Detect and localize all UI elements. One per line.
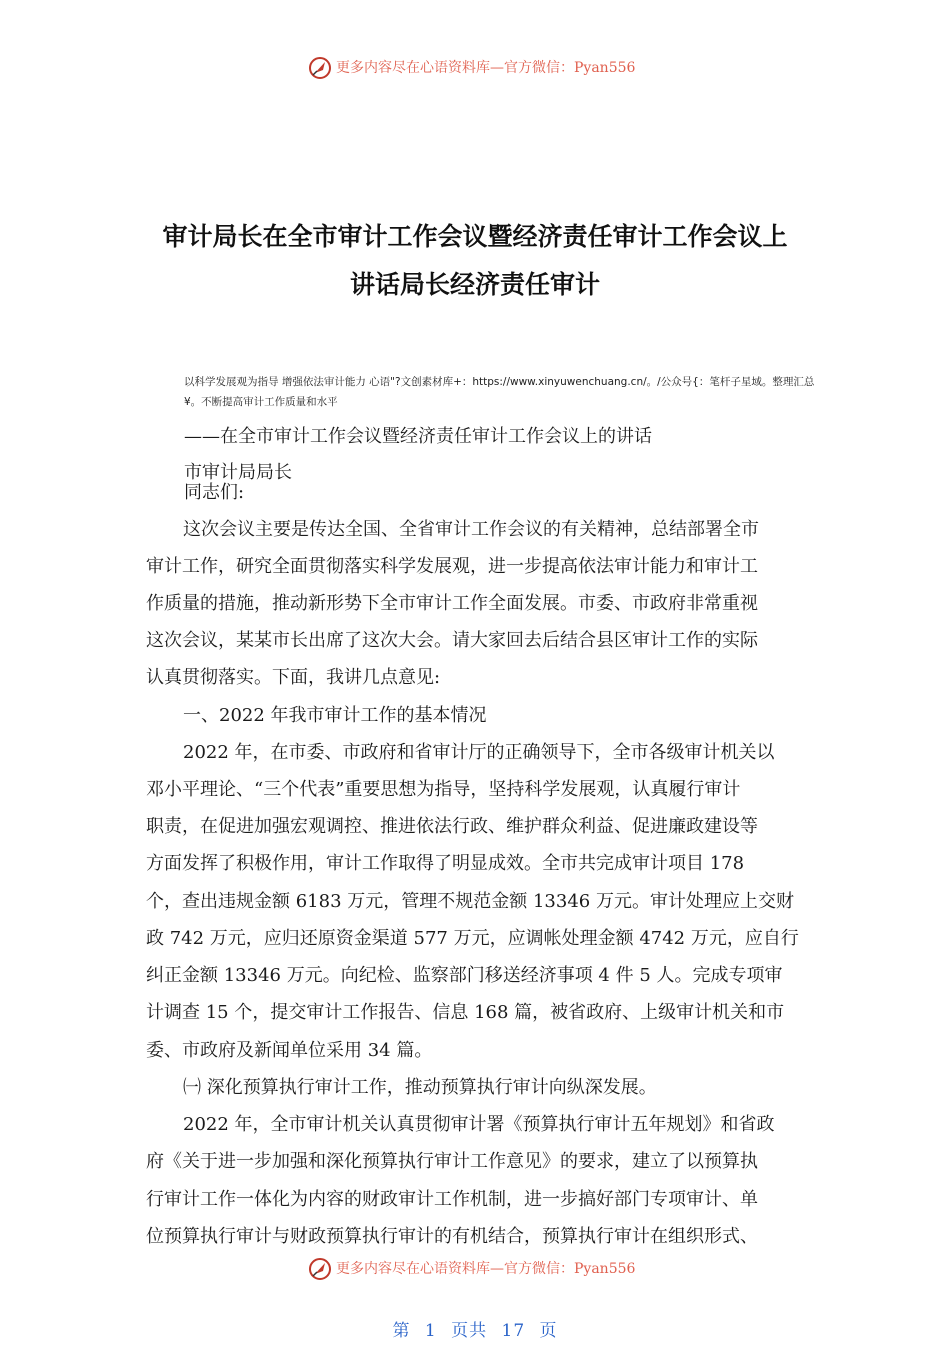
section-heading: 一、2022 年我市审计工作的基本情况 [183, 705, 487, 726]
body-line: 府《关于进一步加强和深化预算执行审计工作意见》的要求，建立了以预算执 [146, 1151, 758, 1172]
body-line: 个，查出违规金额 6183 万元，管理不规范金额 13346 万元。审计处理应上交财 [146, 891, 794, 912]
body-line: 政 742 万元，应归还原资金渠道 577 万元，应调帐处理金额 4742 万元，应自行 [146, 928, 799, 949]
body-line: 2022 年，在市委、市政府和省审计厅的正确领导下，全市各级审计机关以 [183, 742, 775, 763]
body-line: 2022 年，全市审计机关认真贯彻审计署《预算执行审计五年规划》和省政 [183, 1114, 775, 1135]
body-line: 方面发挥了积极作用，审计工作取得了明显成效。全市共完成审计项目 178 [146, 853, 745, 874]
body-line: 这次会议主要是传达全国、全省审计工作会议的有关精神，总结部署全市 [183, 519, 759, 540]
note-line-2: ¥。不断提高审计工作质量和水平 [184, 396, 338, 408]
subtitle: ——在全市审计工作会议暨经济责任审计工作会议上的讲话 [184, 426, 652, 447]
quill-logo-icon [308, 1257, 332, 1281]
banner-text: 更多内容尽在心语资料库—官方微信：Pyan556 [336, 60, 636, 76]
header-banner [0, 56, 950, 84]
body-line: 这次会议，某某市长出席了这次大会。请大家回去后结合县区审计工作的实际 [146, 630, 758, 651]
body-line: 委、市政府及新闻单位采用 34 篇。 [146, 1040, 433, 1061]
body-line: 行审计工作一体化为内容的财政审计工作机制，进一步搞好部门专项审计、单 [146, 1189, 758, 1210]
subsection-heading: ㈠ 深化预算执行审计工作，推动预算执行审计向纵深发展。 [183, 1077, 657, 1098]
body-line: 纠正金额 13346 万元。向纪检、监察部门移送经济事项 4 件 5 人。完成专项审 [146, 965, 783, 986]
note-line-1: 以科学发展观为指导 增强依法审计能力 心语"?文创素材库+：https://www.xinyuwenchuang.cn/。/公众号{：笔杆子星域。整理汇总 [184, 376, 815, 388]
banner-text: 更多内容尽在心语资料库—官方微信：Pyan556 [336, 1261, 636, 1277]
salutation: 同志们: [184, 482, 245, 503]
body-line: 作质量的措施，推动新形势下全市审计工作全面发展。市委、市政府非常重视 [146, 593, 758, 614]
body-line: 邓小平理论、“三个代表”重要思想为指导，坚持科学发展观，认真履行审计 [146, 779, 741, 800]
title-line-1: 审计局长在全市审计工作会议暨经济责任审计工作会议上 [162, 222, 788, 251]
title-line-2: 讲话局长经济责任审计 [349, 270, 600, 299]
speaker: 市审计局局长 [184, 462, 292, 483]
body-line: 位预算执行审计与财政预算执行审计的有机结合，预算执行审计在组织形式、 [146, 1226, 758, 1247]
body-line: 职责，在促进加强宏观调控、推进依法行政、维护群众利益、促进廉政建设等 [146, 816, 758, 837]
body-line: 认真贯彻落实。下面，我讲几点意见: [146, 667, 441, 688]
footer-banner [0, 1257, 950, 1285]
page-number: 第 1 页共 17 页 [392, 1321, 558, 1341]
quill-logo-icon [308, 56, 332, 80]
body-line: 审计工作，研究全面贯彻落实科学发展观，进一步提高依法审计能力和审计工 [146, 556, 758, 577]
body-line: 计调查 15 个，提交审计工作报告、信息 168 篇，被省政府、上级审计机关和市 [146, 1002, 785, 1023]
